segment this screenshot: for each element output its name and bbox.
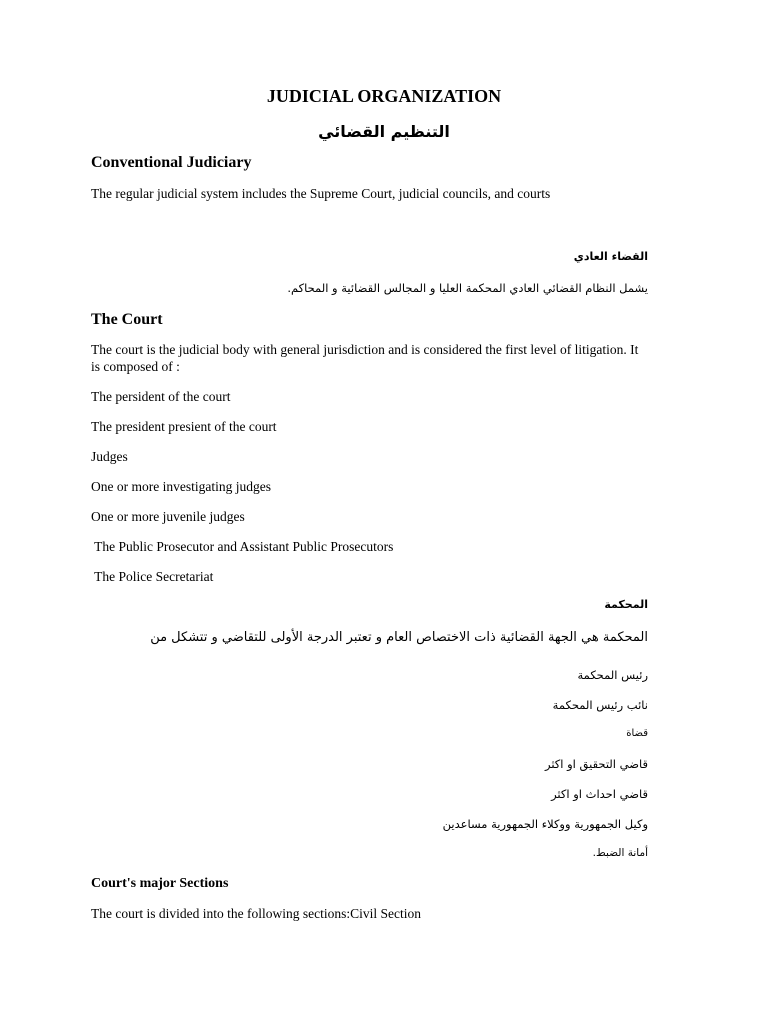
court-member-item: The Police Secretariat (91, 569, 214, 584)
the-court-text-arabic: المحكمة هي الجهة القضائية ذات الاختصاص العام و تعتبر الدرجة الأولى للتقاضي و تتشكل من (150, 630, 648, 645)
court-member-item: One or more juvenile judges (91, 509, 245, 524)
court-member-item-arabic: قاضي احداث او اكثر (551, 787, 648, 801)
major-sections-text: The court is divided into the following sections:Civil Section (91, 906, 421, 921)
court-member-item-arabic: أمانة الضبط. (592, 847, 648, 859)
the-court-text-line2: is composed of : (91, 359, 180, 374)
conventional-judiciary-heading: Conventional Judiciary (91, 154, 252, 171)
court-member-item: The president presient of the court (91, 419, 277, 434)
court-member-item: The Public Prosecutor and Assistant Public Prosecutors (91, 539, 394, 554)
court-member-item-arabic: نائب رئيس المحكمة (552, 698, 648, 712)
the-court-heading-arabic: المحكمة (604, 598, 648, 611)
page-title-arabic: التنظيم القضائي (318, 122, 450, 141)
court-member-item-arabic: رئيس المحكمة (577, 668, 648, 682)
page-title: JUDICIAL ORGANIZATION (266, 86, 502, 106)
court-member-item-arabic: وكيل الجمهورية ووكلاء الجمهورية مساعدين (442, 817, 648, 831)
conventional-judiciary-text-arabic: يشمل النظام القضائي العادي المحكمة العليا و المجالس القضائية و المحاكم. (287, 281, 648, 295)
major-sections-heading: Court's major Sections (91, 876, 229, 891)
conventional-judiciary-text: The regular judicial system includes the Supreme Court, judicial councils, and courts (91, 186, 551, 201)
the-court-text-line1: The court is the judicial body with general jurisdiction and is considered the first level of litigation. It (91, 342, 639, 357)
the-court-heading: The Court (91, 311, 163, 328)
court-member-item: The persident of the court (91, 389, 231, 404)
court-member-item: One or more investigating judges (91, 479, 271, 494)
conventional-judiciary-heading-arabic: القضاء العادي (573, 250, 648, 263)
court-member-item-arabic: قاضي التحقيق او اكثر (544, 757, 648, 771)
court-member-item-arabic: قضاة (626, 728, 648, 739)
court-member-item: Judges (91, 449, 128, 464)
